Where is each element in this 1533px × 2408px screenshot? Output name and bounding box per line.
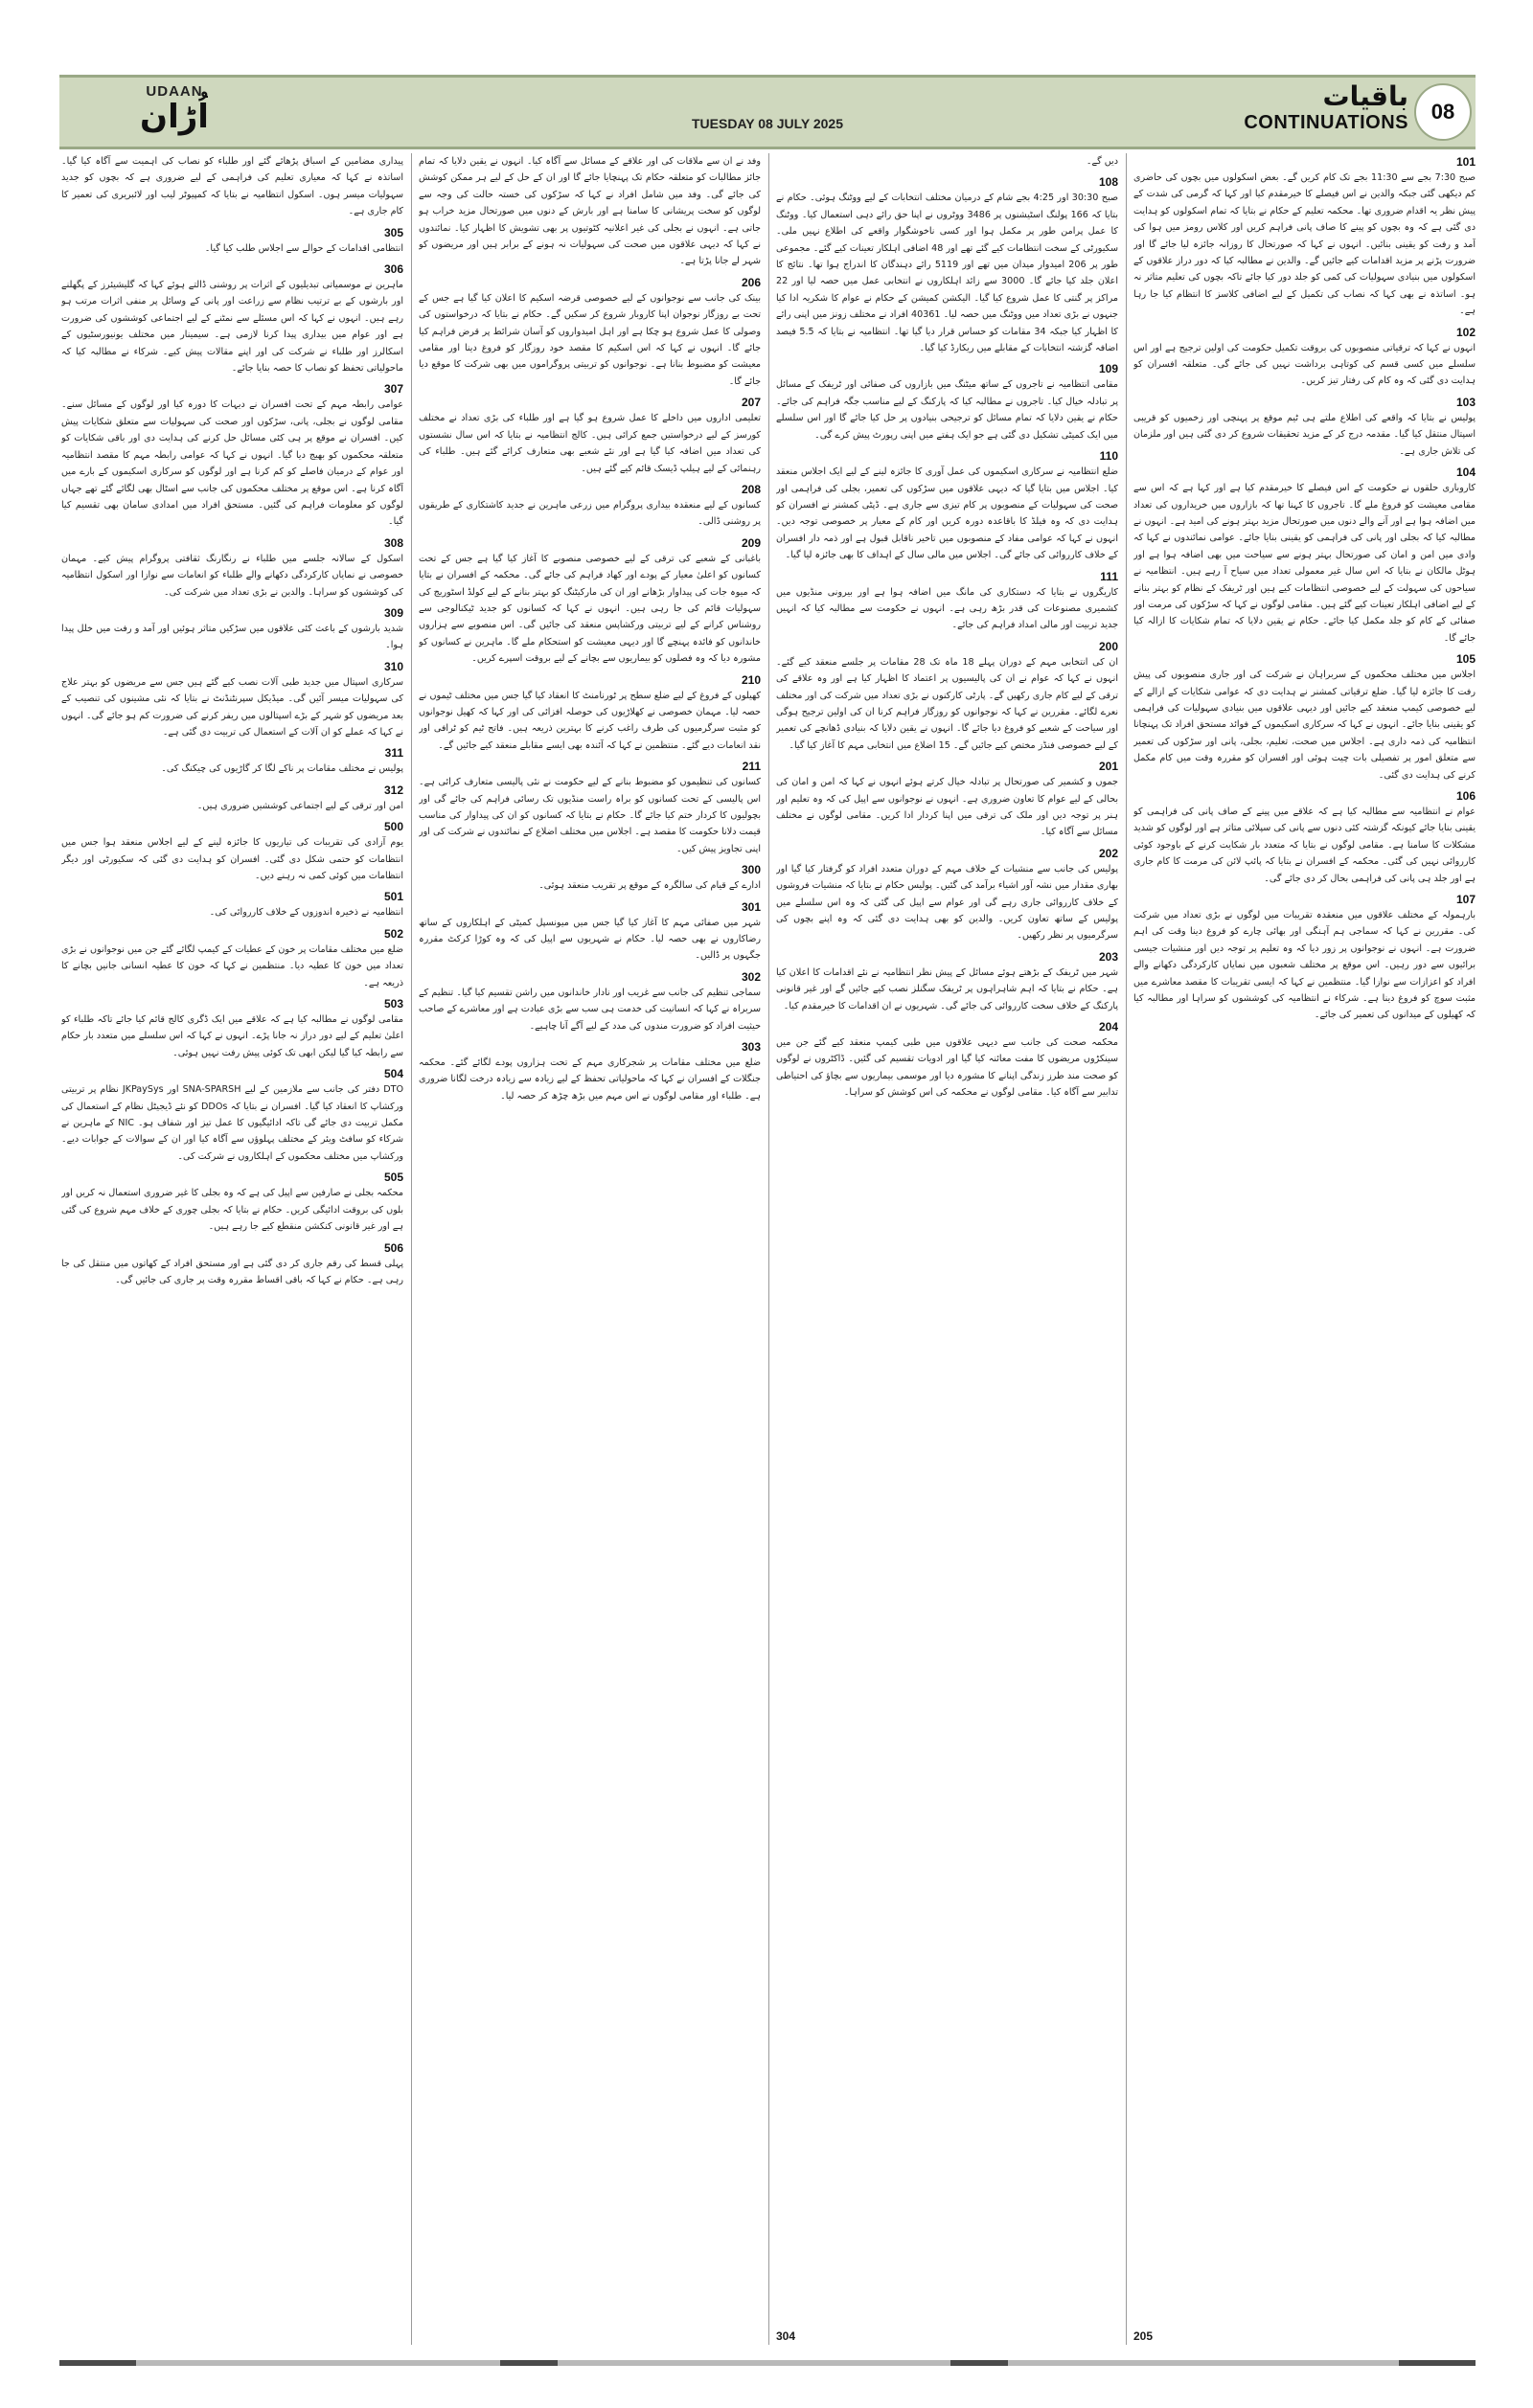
- news-item: [419, 396, 761, 477]
- item-number: 311: [384, 746, 403, 761]
- news-item: [419, 276, 761, 390]
- article-column: [61, 153, 403, 2345]
- news-item: [776, 760, 1118, 841]
- item-number: 506: [383, 1240, 403, 1255]
- item-number: 200: [1098, 639, 1118, 653]
- item-text: شہر میں ٹریفک کے بڑھتے ہوئے مسائل کے پیش نظر انتظامیہ نے نئے اقدامات کا اعلان کیا ہے۔ حکام نے بتایا کہ اہم شاہراہوں پر ٹریفک سگنلز نصب کیے جائیں گے اور غیر قانونی پارکنگ کے خلاف سخت کارروائی کی جائے گی۔ شہریوں نے ان اقدامات کا خیرمقدم کیا۔: [776, 966, 1118, 1011]
- item-number: 501: [383, 890, 403, 904]
- issue-date: TUESDAY 08 JULY 2025: [692, 116, 843, 131]
- item-number: 209: [741, 535, 761, 550]
- news-item: [61, 226, 403, 257]
- news-item: [61, 153, 403, 220]
- footer-rule-segment: [59, 2360, 136, 2366]
- item-text: دیں گے۔: [1086, 156, 1118, 167]
- page-number-badge: 08: [1414, 83, 1472, 141]
- column-divider: [1126, 153, 1127, 2345]
- item-text: پیداری مضامین کے اسباق پڑھائے گئے اور طلباء کو نصاب کی اہمیت سے آگاہ کیا گیا۔ اساتذہ نے کہا کہ معیاری تعلیم کی فراہمی کے لیے ضروری ہے کہ بچوں کو جدید سہولیات میسر ہوں۔ اسکول انتظامیہ نے بتایا کہ کمپیوٹر لیب اور لائبریری کی تعمیر کا کام جاری ہے۔: [61, 156, 403, 217]
- news-item: [61, 1170, 403, 1235]
- item-number: 206: [741, 275, 761, 289]
- item-number: 109: [1098, 362, 1118, 376]
- item-number: 202: [1098, 846, 1118, 860]
- news-item: [419, 760, 761, 857]
- item-text: کاریگروں نے بتایا کہ دستکاری کی مانگ میں اضافہ ہوا ہے اور بیرونی منڈیوں میں کشمیری مصنوعات کی قدر بڑھ رہی ہے۔ انہوں نے حکومت سے مطالبہ کیا کہ انہیں جدید تربیت اور مالی امداد فراہم کی جائے۔: [776, 586, 1118, 631]
- item-text: باغبانی کے شعبے کی ترقی کے لیے خصوصی منصوبے کا آغاز کیا گیا ہے جس کے تحت کسانوں کو اعلیٰ معیار کے پودے اور کھاد فراہم کی جائے گی۔ محکمہ کے افسران نے بتایا کہ میوہ جات کی پیداوار بڑھانے اور ان کی مارکیٹنگ کو بہتر بنانے کے لیے کولڈ اسٹوریج کی سہولیات قائم کی جا رہی ہیں۔ انہوں نے کہا کہ کسانوں کو جدید ٹیکنالوجی سے روشناس کرانے کے لیے تربیتی ورکشاپس منعقد کی جائیں گی۔ اس منصوبے سے ہزاروں خاندانوں کو فائدہ پہنچے گا اور دیہی معیشت کو استحکام ملے گا۔ ماہرین نے کسانوں کو مشورہ دیا کہ وہ فصلوں کو بیماریوں سے بچانے کے لیے بروقت اسپرے کریں۔: [419, 553, 761, 665]
- footer-rule-segment: [1399, 2360, 1476, 2366]
- item-text: بارہمولہ کے مختلف علاقوں میں منعقدہ تقریبات میں لوگوں نے بڑی تعداد میں شرکت کی۔ مقررین نے کہا کہ سماجی ہم آہنگی اور بھائی چارے کو فروغ دینا وقت کی اہم ضرورت ہے۔ انہوں نے نوجوانوں پر زور دیا کہ وہ تعلیم پر توجہ دیں اور منشیات جیسی برائیوں سے دور رہیں۔ اس موقع پر مختلف شعبوں میں نمایاں کارکردگی دکھانے والے افراد کو اعزازات سے نوازا گیا۔ منتظمین نے کہا کہ ایسی تقریبات کا مقصد معاشرے میں مثبت سوچ کو فروغ دینا ہے۔ شرکاء نے انتظامیہ کی کوششوں کو سراہا اور مطالبہ کیا کہ کھیلوں کے میدانوں کی تعمیر کی جائے۔: [1133, 910, 1476, 1021]
- item-text: انتظامیہ نے ذخیرہ اندوزوں کے خلاف کارروائی کی۔: [209, 907, 403, 919]
- item-text: جموں و کشمیر کی صورتحال پر تبادلہ خیال کرتے ہوئے انہوں نے کہا کہ امن و امان کی بحالی کے لیے عوام کا تعاون ضروری ہے۔ انہوں نے نوجوانوں سے اپیل کی کہ وہ تعلیم اور ہنر پر توجہ دیں اور ملک کی ترقی میں اپنا کردار ادا کریں۔ مقامی لوگوں نے مختلف مسائل سے آگاہ کیا۔: [776, 777, 1118, 838]
- news-item: [1133, 789, 1476, 887]
- item-number: 309: [383, 605, 403, 620]
- item-number: 102: [1455, 325, 1476, 339]
- item-text: وفد نے ان سے ملاقات کی اور علاقے کے مسائل سے آگاہ کیا۔ انہوں نے یقین دلایا کہ تمام جائز مطالبات کو متعلقہ حکام تک پہنچایا جائے گا اور ان کے حل کے لیے ہر ممکن کوشش کی جائے گی۔ وفد میں شامل افراد نے کہا کہ سڑکوں کی خستہ حالت کی وجہ سے لوگوں کو سخت پریشانی کا سامنا ہے اور بارش کے دنوں میں صورتحال مزید خراب ہو جاتی ہے۔ انہوں نے بجلی کی غیر اعلانیہ کٹوتیوں پر بھی تشویش کا اظہار کیا۔ نمائندوں نے کہا کہ دیہی علاقوں میں صحت کی سہولیات نہ ہونے کے برابر ہیں اور مریضوں کو شہر لے جانا پڑتا ہے۔: [419, 156, 761, 267]
- item-number: 207: [741, 396, 761, 410]
- item-text: محکمہ بجلی نے صارفین سے اپیل کی ہے کہ وہ بجلی کا غیر ضروری استعمال نہ کریں اور بلوں کی بروقت ادائیگی کریں۔ حکام نے بتایا کہ بجلی چوری کے خلاف مہم شروع کی گئی ہے اور غیر قانونی کنکشن منقطع کیے جا رہے ہیں۔: [61, 1188, 403, 1233]
- news-item: [419, 153, 761, 270]
- news-item: [1133, 466, 1476, 647]
- news-item: [419, 970, 761, 1034]
- item-number: 505: [383, 1170, 403, 1185]
- item-text: کسانوں کے لیے منعقدہ بیداری پروگرام میں زرعی ماہرین نے جدید کاشتکاری کے طریقوں پر روشنی ڈالی۔: [419, 499, 761, 528]
- item-text: پہلی قسط کی رقم جاری کر دی گئی ہے اور مستحق افراد کے کھاتوں میں منتقل کی جا رہی ہے۔ حکام نے کہا کہ باقی اقساط مقررہ وقت پر جاری کی جائیں گی۔: [61, 1258, 403, 1285]
- item-text: ضلع انتظامیہ نے سرکاری اسکیموں کی عمل آوری کا جائزہ لینے کے لیے ایک اجلاس منعقد کیا۔ اجلاس میں بتایا گیا کہ دیہی علاقوں میں سڑکوں کی تعمیر، بجلی کی فراہمی اور صحت کی سہولیات کے منصوبوں پر کام تیزی سے جاری ہے۔ ڈپٹی کمشنر نے افسران کو ہدایت دی کہ وہ فیلڈ کا باقاعدہ دورہ کریں اور کام کے معیار پر خصوصی توجہ دیں۔ انہوں نے کہا کہ عوامی مفاد کے منصوبوں میں تاخیر ناقابل قبول ہے اور ذمہ دار افسران کے خلاف کارروائی کی جائے گی۔ اجلاس میں مالی سال کے اہداف کا بھی جائزہ لیا گیا۔: [776, 466, 1118, 561]
- item-text: کسانوں کی تنظیموں کو مضبوط بنانے کے لیے حکومت نے نئی پالیسی متعارف کرائی ہے۔ اس پالیسی کے تحت کسانوں کو براہ راست منڈیوں تک رسائی فراہم کی جائے گی اور بچولیوں کا کردار ختم کیا جائے گا۔ حکام نے بتایا کہ کسانوں کو ان کی پیداوار کی مناسب قیمت دلانا حکومت کا مقصد ہے۔ اجلاس میں مختلف اضلاع کے نمائندوں نے شرکت کی اور اپنی تجاویز پیش کیں۔: [419, 777, 761, 854]
- item-text: سماجی تنظیم کی جانب سے غریب اور نادار خاندانوں میں راشن تقسیم کیا گیا۔ تنظیم کے سربراہ نے کہا کہ انسانیت کی خدمت ہی سب سے بڑی عبادت ہے اور معاشرے کے صاحب حیثیت افراد کو ضرورت مندوں کی مدد کے لیے آگے آنا چاہیے۔: [419, 987, 761, 1032]
- item-number: 307: [383, 382, 403, 397]
- item-text: شہر میں صفائی مہم کا آغاز کیا گیا جس میں میونسپل کمیٹی کے اہلکاروں کے ساتھ رضاکاروں نے بھی حصہ لیا۔ حکام نے شہریوں سے اپیل کی کہ وہ کوڑا کرکٹ مقررہ جگہوں پر ڈالیں۔: [419, 917, 761, 962]
- item-number: 502: [383, 926, 403, 941]
- item-text: شدید بارشوں کے باعث کئی علاقوں میں سڑکیں متاثر ہوئیں اور آمد و رفت میں خلل پیدا ہوا۔: [61, 623, 403, 651]
- item-text: ضلع میں مختلف مقامات پر شجرکاری مہم کے تحت ہزاروں پودے لگائے گئے۔ محکمہ جنگلات کے افسران نے کہا کہ ماحولیاتی تحفظ کے لیے زیادہ سے زیادہ درخت لگانا ضروری ہے۔ طلباء اور مقامی لوگوں نے اس مہم میں بڑھ چڑھ کر حصہ لیا۔: [419, 1057, 761, 1102]
- news-item: [1133, 396, 1476, 460]
- news-item: [61, 927, 403, 991]
- news-item: [776, 449, 1118, 563]
- item-text: ضلع میں مختلف مقامات پر خون کے عطیات کے کیمپ لگائے گئے جن میں نوجوانوں نے بڑی تعداد میں خون کا عطیہ دیا۔ منتظمین نے کہا کہ خون کا عطیہ انسانی جانیں بچانے کا ذریعہ ہے۔: [61, 943, 403, 988]
- item-number: 110: [1099, 449, 1118, 464]
- news-item: [776, 1020, 1118, 1102]
- article-column: [776, 153, 1118, 2345]
- news-item: [61, 660, 403, 741]
- item-text: امن اور ترقی کے لیے اجتماعی کوششیں ضروری ہیں۔: [196, 800, 403, 811]
- item-number: 305: [383, 225, 403, 239]
- logo-english: UDAAN: [146, 83, 203, 100]
- item-number: 107: [1455, 893, 1476, 907]
- article-columns: [59, 153, 1476, 2345]
- news-item: [1133, 155, 1476, 320]
- news-item: [61, 536, 403, 601]
- masthead-band: [59, 75, 1476, 149]
- item-text: پولیس کی جانب سے منشیات کے خلاف مہم کے دوران متعدد افراد کو گرفتار کیا گیا اور بھاری مقدار میں نشہ آور اشیاء برآمد کی گئیں۔ پولیس حکام نے بتایا کہ منشیات فروشوں کے خلاف کارروائی جاری رہے گی اور عوام سے اپیل کی گئی کہ وہ اس سلسلے میں پولیس کے ساتھ تعاون کریں۔ والدین کو بھی ہدایت دی گئی کہ وہ اپنے بچوں کی سرگرمیوں پر نظر رکھیں۔: [776, 863, 1118, 942]
- news-item: [776, 362, 1118, 443]
- item-text: عوامی رابطہ مہم کے تحت افسران نے دیہات کا دورہ کیا اور لوگوں کے مسائل سنے۔ مقامی لوگوں نے بجلی، پانی، سڑکوں اور صحت کی سہولیات سے متعلق شکایات پیش کیں۔ افسران نے موقع پر ہی کئی مسائل حل کرنے کی ہدایت دی اور باقی شکایات کو متعلقہ محکموں کو بھیج دیا گیا۔ انہوں نے کہا کہ عوامی رابطہ مہم کا مقصد انتظامیہ اور عوام کے درمیان فاصلے کو کم کرنا ہے اور لوگوں کو سرکاری اسکیموں کے بارے میں آگاہ کرنا ہے۔ اس موقع پر مختلف محکموں کی جانب سے اسٹال بھی لگائے گئے تھے جہاں لوگوں کو معلومات فراہم کی گئیں۔ مستحق افراد میں امدادی سامان بھی تقسیم کیا گیا۔: [61, 399, 403, 528]
- item-number: 308: [383, 535, 403, 550]
- item-text: کھیلوں کے فروغ کے لیے ضلع سطح پر ٹورنامنٹ کا انعقاد کیا گیا جس میں مختلف ٹیموں نے حصہ لیا۔ مہمان خصوصی نے کھلاڑیوں کی حوصلہ افزائی کی اور کہا کہ کھیل نوجوانوں کو مثبت سرگرمیوں کی طرف راغب کرنے کا بہترین ذریعہ ہیں۔ فاتح ٹیم کو ٹرافی اور نقد انعامات دیے گئے۔ منتظمین نے کہا کہ آئندہ بھی ایسے مقابلے منعقد کیے جائیں گے۔: [419, 690, 761, 751]
- news-item: [776, 175, 1118, 356]
- item-text: تعلیمی اداروں میں داخلے کا عمل شروع ہو گیا ہے اور طلباء کی بڑی تعداد نے مختلف کورسز کے لیے درخواستیں جمع کرائی ہیں۔ کالج انتظامیہ نے بتایا کہ اس سال نشستوں کی تعداد میں اضافہ کیا گیا ہے اور نئے شعبے بھی متعارف کرائے گئے ہیں۔ طلباء کی رہنمائی کے لیے ہیلپ ڈیسک قائم کیے گئے ہیں۔: [419, 413, 761, 474]
- item-text: عوام نے انتظامیہ سے مطالبہ کیا ہے کہ علاقے میں پینے کے صاف پانی کی فراہمی کو یقینی بنایا جائے کیونکہ گزشتہ کئی دنوں سے پانی کی سپلائی متاثر ہے اور لوگوں کو شدید مشکلات کا سامنا ہے۔ مقامی لوگوں نے بتایا کہ متعدد بار شکایت کرنے کے باوجود کوئی کارروائی نہیں کی گئی۔ محکمہ کے افسران نے بتایا کہ پائپ لائن کی مرمت کا کام جاری ہے اور جلد ہی پانی کی فراہمی بحال کر دی جائے گی۔: [1133, 806, 1476, 884]
- article-column: [419, 153, 761, 2345]
- item-number: 103: [1455, 395, 1476, 409]
- news-item: [61, 382, 403, 530]
- item-number: 203: [1098, 949, 1118, 964]
- section-title-urdu: باقیات: [1322, 80, 1408, 112]
- footer-rule-segment: [500, 2360, 558, 2366]
- item-text: اسکول کے سالانہ جلسے میں طلباء نے رنگارنگ ثقافتی پروگرام پیش کیے۔ مہمان خصوصی نے نمایاں کارکردگی دکھانے والے طلباء کو انعامات سے نوازا اور اسکول انتظامیہ کی کوششوں کو سراہا۔ والدین نے بڑی تعداد میں شرکت کی۔: [61, 553, 403, 598]
- news-item: [61, 746, 403, 777]
- news-item: [776, 950, 1118, 1014]
- item-text: پولیس نے مختلف مقامات پر ناکے لگا کر گاڑیوں کی چیکنگ کی۔: [161, 763, 403, 775]
- item-number: 210: [741, 672, 761, 687]
- logo-urdu: اُڑان: [140, 98, 209, 136]
- item-text: ماہرین نے موسمیاتی تبدیلیوں کے اثرات پر روشنی ڈالتے ہوئے کہا کہ گلیشیئرز کے پگھلنے اور بارشوں کے بے ترتیب نظام سے زراعت اور پانی کے وسائل پر منفی اثرات مرتب ہو رہے ہیں۔ انہوں نے کہا کہ اس مسئلے سے نمٹنے کے لیے اجتماعی کوششوں کی ضرورت ہے اور عوام میں بیداری پیدا کرنا لازمی ہے۔ سیمینار میں مختلف یونیورسٹیوں کے اسکالرز اور طلباء نے شرکت کی اور اپنے مقالات پیش کیے۔ شرکاء نے مطالبہ کیا کہ ماحولیاتی تحفظ کو نصاب کا حصہ بنایا جائے۔: [61, 280, 403, 375]
- item-number: 503: [383, 997, 403, 1011]
- section-title: [1244, 81, 1408, 134]
- news-item: [419, 673, 761, 755]
- item-text: انتظامی اقدامات کے حوالے سے اجلاس طلب کیا گیا۔: [204, 242, 403, 254]
- item-number: 500: [383, 820, 403, 834]
- item-number: 208: [741, 482, 761, 496]
- item-number: 312: [383, 783, 403, 797]
- news-item: [419, 863, 761, 894]
- news-item: [61, 890, 403, 920]
- news-item: [419, 483, 761, 531]
- item-number: 104: [1455, 466, 1476, 480]
- item-number: 211: [742, 760, 761, 774]
- article-column: [1133, 153, 1476, 2345]
- item-number: 310: [383, 659, 403, 673]
- item-number: 201: [1098, 760, 1118, 774]
- news-item: [1133, 326, 1476, 390]
- item-text: کاروباری حلقوں نے حکومت کے اس فیصلے کا خیرمقدم کیا ہے اور کہا ہے کہ اس سے مقامی معیشت کو فروغ ملے گا۔ تاجروں کا کہنا تھا کہ بازاروں میں خریداروں کی تعداد میں اضافہ ہوا ہے اور آنے والے دنوں میں صورتحال مزید بہتر ہونے کی امید ہے۔ انہوں نے مطالبہ کیا کہ بجلی اور پانی کی فراہمی کو یقینی بنایا جائے۔ عوامی نمائندوں نے کہا کہ وادی میں امن و امان کی صورتحال بہتر ہونے سے سیاحت میں بھی اضافہ ہوا ہے اور ہوٹل مالکان نے بتایا کہ اس سال غیر معمولی تعداد میں سیاح آ رہے ہیں۔ انتظامیہ نے سیاحوں کی سہولت کے لیے خصوصی انتظامات کیے ہیں اور ٹریفک کے نظام کو بہتر بنانے کے لیے اضافی اہلکار تعینات کیے گئے ہیں۔ مقامی لوگوں نے کہا کہ سڑکوں کی مرمت اور صفائی کے کام کو جلد مکمل کیا جائے۔ حکام نے یقین دلایا کہ تمام شکایات کا ازالہ کیا جائے گا۔: [1133, 483, 1476, 644]
- item-text: سرکاری اسپتال میں جدید طبی آلات نصب کیے گئے ہیں جس سے مریضوں کو بہتر علاج کی سہولیات میسر آئیں گی۔ میڈیکل سپرنٹنڈنٹ نے بتایا کہ نئی مشینوں کی تنصیب کے بعد مریضوں کو شہر کے بڑے اسپتالوں میں ریفر کرنے کی ضرورت کم ہو جائے گی۔ انہوں نے کہا کہ عملے کو ان آلات کے استعمال کی تربیت دی گئی ہے۔: [61, 676, 403, 738]
- news-item: [1133, 893, 1476, 1024]
- item-number: 101: [1455, 155, 1476, 169]
- news-item: [776, 153, 1118, 170]
- item-number: 106: [1455, 789, 1476, 803]
- item-text: انہوں نے کہا کہ ترقیاتی منصوبوں کی بروقت تکمیل حکومت کی اولین ترجیح ہے اور اس سلسلے میں کسی قسم کی کوتاہی برداشت نہیں کی جائے گی۔ متعلقہ افسران کو ہدایت دی گئی کہ وہ کام کی رفتار تیز کریں۔: [1133, 342, 1476, 387]
- item-text: ادارے کے قیام کی سالگرہ کے موقع پر تقریب منعقد ہوئی۔: [538, 880, 761, 892]
- item-text: محکمہ صحت کی جانب سے دیہی علاقوں میں طبی کیمپ منعقد کیے گئے جن میں سینکڑوں مریضوں کا مفت معائنہ کیا گیا اور ادویات تقسیم کی گئیں۔ ڈاکٹروں نے لوگوں کو صحت مند طرز زندگی اپنانے کا مشورہ دیا اور موسمی بیماریوں سے بچاؤ کی احتیاطی تدابیر سے آگاہ کیا۔ مقامی لوگوں نے محکمہ کی اس کوشش کو سراہا۔: [776, 1037, 1118, 1099]
- news-item: [419, 1040, 761, 1104]
- news-item: [776, 570, 1118, 634]
- item-number: 300: [741, 863, 761, 877]
- item-number: 105: [1455, 652, 1476, 667]
- item-text: اجلاس میں مختلف محکموں کے سربراہان نے شرکت کی اور جاری منصوبوں کی پیش رفت کا جائزہ لیا گیا۔ ضلع ترقیاتی کمشنر نے ہدایت دی کہ عوامی شکایات کے ازالے کے لیے خصوصی کیمپ منعقد کیے جائیں اور دیہی علاقوں میں بنیادی سہولیات کی فراہمی کو یقینی بنایا جائے۔ انہوں نے کہا کہ سرکاری اسکیموں کے فوائد مستحق افراد تک پہنچانا انتظامیہ کی ذمہ داری ہے۔ اجلاس میں صحت، تعلیم، بجلی، پانی اور سڑکوں کی تعمیر سے متعلق امور پر تفصیلی بات چیت ہوئی اور افسران کو مقررہ وقت میں کام مکمل کرنے کی ہدایت دی گئی۔: [1133, 670, 1476, 781]
- item-number: 204: [1098, 1020, 1118, 1034]
- item-text: پولیس نے بتایا کہ واقعے کی اطلاع ملتے ہی ٹیم موقع پر پہنچی اور زخمیوں کو قریبی اسپتال منتقل کیا گیا۔ مقدمہ درج کر کے مزید تحقیقات شروع کر دی گئی ہیں اور ملزمان کی تلاش جاری ہے۔: [1133, 412, 1476, 457]
- news-item: [61, 1067, 403, 1165]
- news-item: [1133, 652, 1476, 784]
- news-item: [61, 820, 403, 884]
- continuation-number: 205: [1133, 2329, 1154, 2343]
- item-text: مقامی انتظامیہ نے تاجروں کے ساتھ میٹنگ میں بازاروں کی صفائی اور ٹریفک کے مسائل پر تبادلہ خیال کیا۔ تاجروں نے مطالبہ کیا کہ پارکنگ کے لیے مناسب جگہ فراہم کی جائے۔ حکام نے یقین دلایا کہ تمام مسائل کو ترجیحی بنیادوں پر حل کیا جائے گا اور اس سلسلے میں ایک کمیٹی تشکیل دی گئی ہے جو ایک ہفتے میں اپنی رپورٹ پیش کرے گی۔: [776, 379, 1118, 441]
- news-item: [61, 262, 403, 376]
- continuation-number: 304: [776, 2329, 796, 2343]
- footer-rule: [59, 2360, 1476, 2366]
- item-number: 303: [741, 1040, 761, 1055]
- item-text: صبح 30:30 اور 4:25 بجے شام کے درمیان مختلف انتخابات کے لیے ووٹنگ ہوئی۔ حکام نے بتایا کہ 166 پولنگ اسٹیشنوں پر 3486 ووٹروں نے اپنا حق رائے دہی استعمال کیا۔ ووٹنگ کا عمل پرامن طور پر مکمل ہوا اور کسی ناخوشگوار واقعے کی اطلاع نہیں ملی۔ سکیورٹی کے سخت انتظامات کیے گئے تھے اور 48 اضافی اہلکار تعینات کیے گئے۔ مجموعی طور پر 206 امیدوار میدان میں تھے اور 5119 رائے دہندگان کا اندراج ہوا تھا۔ نتائج کا اعلان جلد کیا جائے گا۔ 3000 سے زائد اہلکاروں نے انتخابی عمل میں حصہ لیا اور 22 مراکز پر گنتی کا عمل شروع کیا گیا۔ الیکشن کمیشن کے حکام نے عوام کا شکریہ ادا کیا جنہوں نے بڑی تعداد میں ووٹنگ میں حصہ لیا۔ 40361 افراد نے مختلف زونز میں اپنی رائے کا اظہار کیا جبکہ 34 مقامات کو حساس قرار دیا گیا تھا۔ انتظامیہ نے بتایا کہ 5.5 فیصد اضافہ گزشتہ انتخابات کے مقابلے میں ریکارڈ کیا گیا۔: [776, 193, 1118, 354]
- footer-rule-segment: [950, 2360, 1008, 2366]
- news-item: [776, 640, 1118, 754]
- section-title-english: CONTINUATIONS: [1244, 112, 1408, 133]
- item-text: صبح 7:30 بجے سے 11:30 بجے تک کام کریں گے۔ بعض اسکولوں میں بچوں کی حاضری کم دیکھی گئی جبکہ والدین نے اس فیصلے کا خیرمقدم کیا اور کہا کہ گرمی کی شدت کے پیش نظر یہ اقدام ضروری تھا۔ محکمہ تعلیم کے حکام نے بتایا کہ تمام اسکولوں کو ہدایت دی گئی ہے کہ وہ بچوں کو پینے کا صاف پانی فراہم کریں اور کلاس رومز میں ہوا کی آمد و رفت کو یقینی بنائیں۔ انہوں نے کہا کہ صورتحال کا روزانہ جائزہ لیا جائے گا اور ضرورت پڑنے پر مزید اقدامات کیے جائیں گے۔ والدین نے مطالبہ کیا کہ دور دراز علاقوں کے اسکولوں میں بنیادی سہولیات کی کمی کو جلد دور کیا جائے تاکہ بچوں کی تعلیم متاثر نہ ہو۔ اساتذہ نے بھی کہا کہ نصاب کی تکمیل کے لیے اضافی کلاسز کا انتظام کیا جا رہا ہے۔: [1133, 172, 1476, 317]
- news-item: [776, 847, 1118, 944]
- news-item: [61, 606, 403, 654]
- item-text: بینک کی جانب سے نوجوانوں کے لیے خصوصی قرضہ اسکیم کا اعلان کیا گیا ہے جس کے تحت بے روزگار نوجوان اپنا کاروبار شروع کر سکیں گے۔ حکام نے بتایا کہ درخواستوں کی وصولی کا عمل شروع ہو چکا ہے اور اہل امیدواروں کو آسان شرائط پر قرض فراہم کیا جائے گا۔ انہوں نے کہا کہ اس اسکیم کا مقصد خود روزگار کو فروغ دینا اور مقامی معیشت کو مضبوط بنانا ہے۔ نوجوانوں کو تربیتی پروگراموں میں بھی شرکت کا موقع دیا جائے گا۔: [419, 292, 761, 387]
- news-item: [61, 1241, 403, 1289]
- news-item: [61, 784, 403, 814]
- item-text: DTO دفتر کی جانب سے ملازمین کے لیے SNA-SPARSH اور JKPaySys نظام پر تربیتی ورکشاپ کا انعقاد کیا گیا۔ افسران نے بتایا کہ DDOs کو نئے ڈیجیٹل نظام کے استعمال کی مکمل تربیت دی جائے گی تاکہ ادائیگیوں کا عمل تیز اور شفاف ہو۔ NIC کے ماہرین نے شرکاء کو سافٹ ویئر کے مختلف پہلوؤں سے آگاہ کیا اور ان کے سوالات کے جوابات دیے۔ ورکشاپ میں مختلف محکموں کے اہلکاروں نے شرکت کی۔: [61, 1084, 403, 1162]
- item-number: 108: [1098, 175, 1118, 190]
- news-item: [419, 900, 761, 965]
- item-text: یوم آزادی کی تقریبات کی تیاریوں کا جائزہ لینے کے لیے اجلاس منعقد ہوا جس میں انتظامات کو حتمی شکل دی گئی۔ افسران کو ہدایت دی گئی کہ سکیورٹی اور دیگر انتظامات میں کوئی کمی نہ رہنے دیں۔: [61, 837, 403, 881]
- item-text: ان کی انتخابی مہم کے دوران پہلے 18 ماہ تک 28 مقامات پر جلسے منعقد کیے گئے۔ انہوں نے کہا کہ عوام نے ان کی پالیسیوں پر اعتماد کا اظہار کیا ہے اور وہ علاقے کی ترقی کے لیے کام جاری رکھیں گے۔ پارٹی کارکنوں نے بڑی تعداد میں شرکت کی اور مختلف نعرے لگائے۔ مقررین نے کہا کہ نوجوانوں کو روزگار فراہم کرنا ان کی اولین ترجیح ہوگی اور سیاحت کے شعبے کو فروغ دیا جائے گا۔ انہوں نے یقین دلایا کہ بنیادی ڈھانچے کی تعمیر کے لیے خصوصی فنڈز مختص کیے جائیں گے۔ 15 اضلاع میں انتخابی مہم کا آغاز کیا گیا۔: [776, 656, 1118, 751]
- item-number: 301: [741, 899, 761, 914]
- column-divider: [411, 153, 412, 2345]
- item-number: 302: [741, 969, 761, 984]
- news-item: [61, 997, 403, 1061]
- column-divider: [768, 153, 769, 2345]
- item-number: 111: [1100, 569, 1118, 583]
- news-item: [419, 536, 761, 668]
- item-text: مقامی لوگوں نے مطالبہ کیا ہے کہ علاقے میں ایک ڈگری کالج قائم کیا جائے تاکہ طلباء کو اعلیٰ تعلیم کے لیے دور دراز نہ جانا پڑے۔ انہوں نے کہا کہ اس سلسلے میں متعدد بار حکام سے رابطہ کیا گیا لیکن ابھی تک کوئی پیش رفت نہیں ہوئی۔: [61, 1014, 403, 1058]
- item-number: 504: [383, 1067, 403, 1081]
- item-number: 306: [383, 262, 403, 277]
